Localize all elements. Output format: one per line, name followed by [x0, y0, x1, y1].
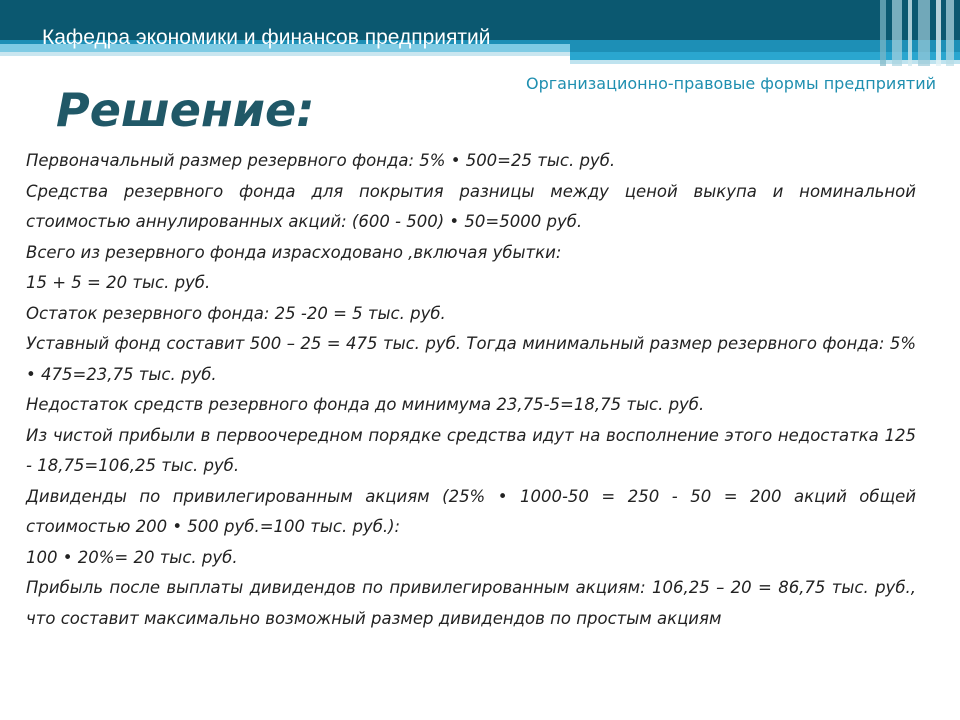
solution-paragraph: Средства резервного фонда для покрытия разницы между ценой выкупа и номинальной стоимостью аннулированных акций: (600 - 500) • 50=5000 руб. [26, 181, 916, 231]
solution-paragraph: Прибыль после выплаты дивидендов по привилегированным акциям: 106,25 – 20 = 86,75 тыс. руб., что составит максимально возможный размер дивидендов по простым акциям [26, 578, 916, 628]
solution-paragraph: Остаток резервного фонда: 25 -20 = 5 тыс. руб. [26, 303, 446, 323]
section-subtitle: Организационно-правовые формы предприятий [525, 74, 936, 93]
department-title: Кафедра экономики и финансов предприятий [42, 26, 491, 49]
solution-paragraph: Недостаток средств резервного фонда до минимума 23,75-5=18,75 тыс. руб. [26, 395, 705, 414]
solution-paragraph: Уставный фонд составит 500 – 25 = 475 тыс. руб. Тогда минимальный размер резервного фонда: 5% • 475=23,75 тыс. руб. [26, 334, 916, 384]
solution-paragraph: Из чистой прибыли в первоочередном порядке средства идут на восполнение этого недостатка 125 - 18,75=106,25 тыс. руб. [26, 425, 916, 475]
slide-title: Решение: [56, 83, 315, 137]
solution-paragraph: Дивиденды по привилегированным акциям (25% • 1000-50 = 250 - 50 = 200 акций общей стоимостью 200 • 500 руб.=100 тыс. руб.): [26, 486, 916, 536]
solution-paragraph: 100 • 20%= 20 тыс. руб. [26, 547, 238, 567]
solution-paragraph: Всего из резервного фонда израсходовано ,включая убытки: [26, 242, 562, 262]
solution-paragraph: Первоначальный размер резервного фонда: 5% • 500=25 тыс. руб. [26, 151, 616, 170]
solution-text [26, 146, 916, 634]
solution-paragraph: 15 + 5 = 20 тыс. руб. [26, 273, 211, 292]
